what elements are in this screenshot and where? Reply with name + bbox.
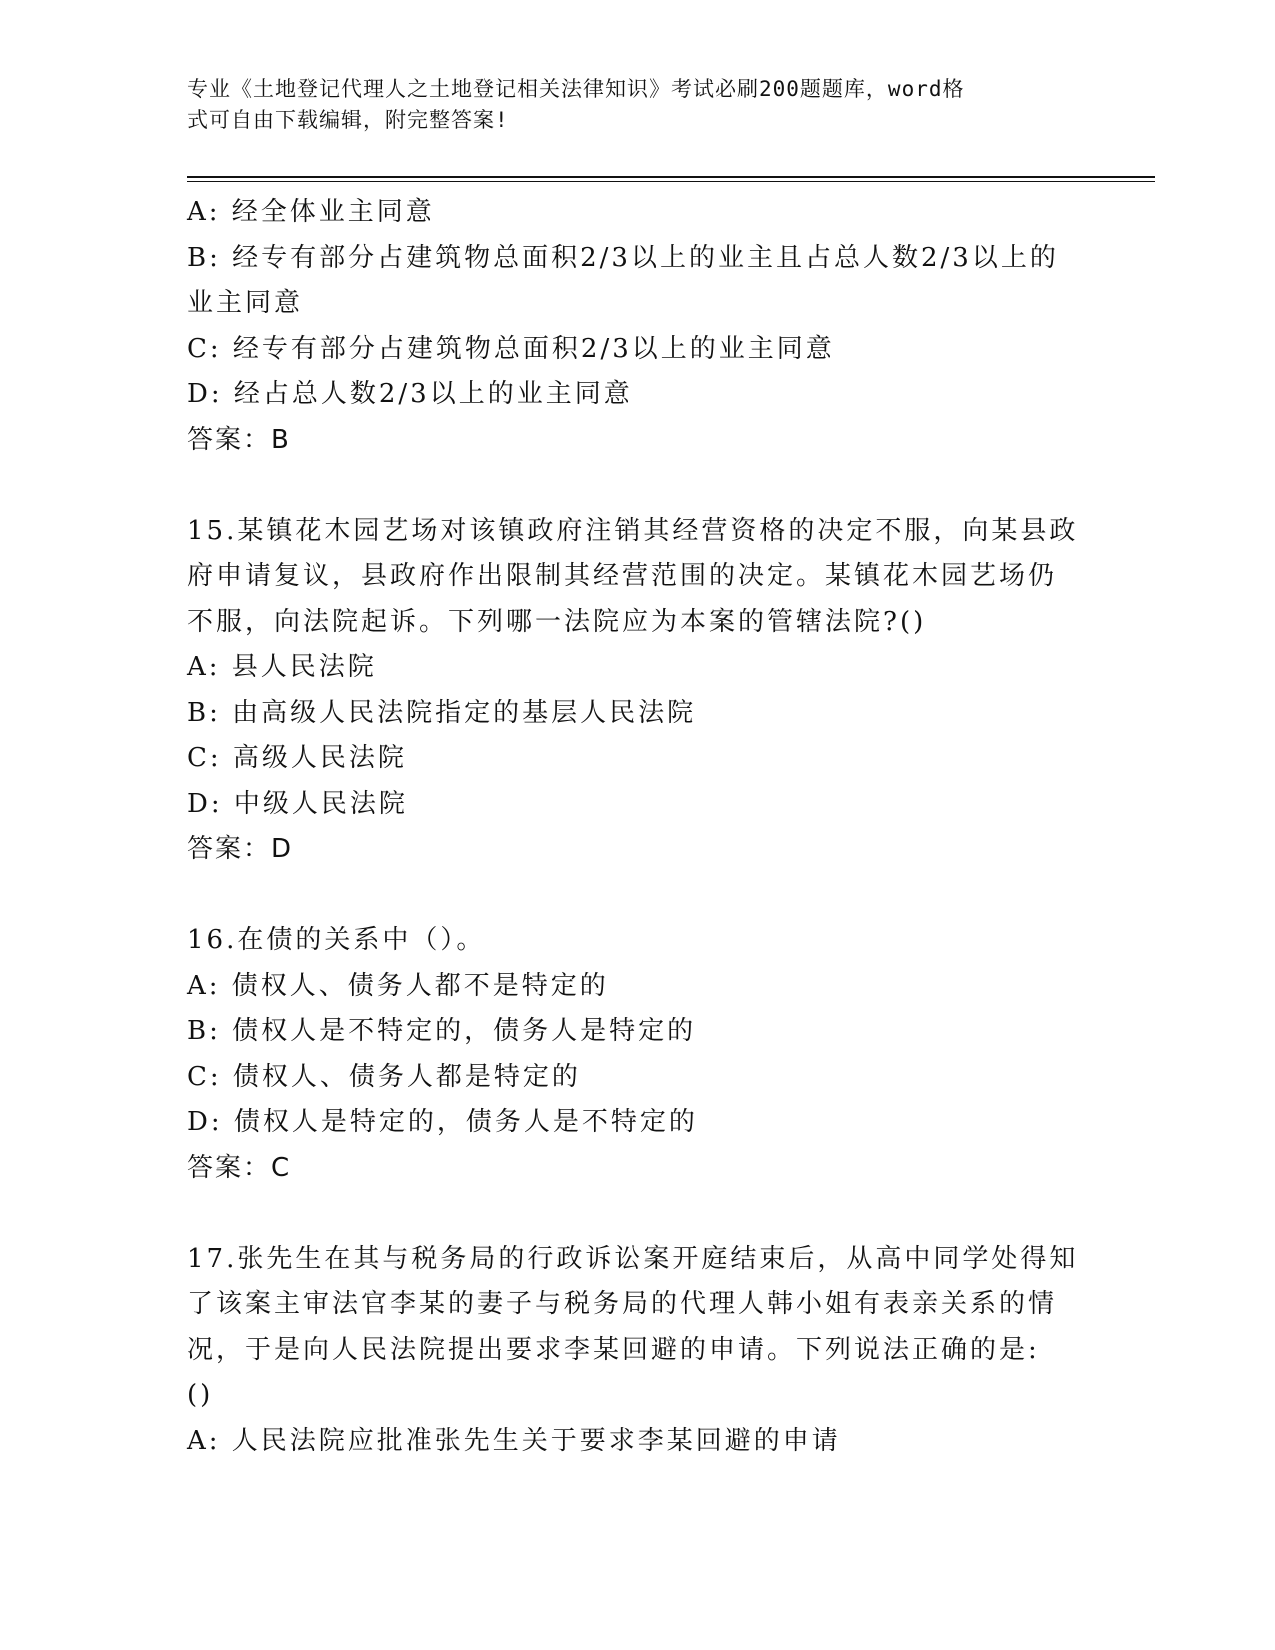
option-b: B: 债权人是不特定的，债务人是特定的: [187, 1016, 697, 1046]
question-stem-line: 17.张先生在其与税务局的行政诉讼案开庭结束后，从高中同学处得知: [187, 1243, 1079, 1274]
option-c: C: 债权人、债务人都是特定的: [187, 1061, 581, 1092]
option-a: A: 债权人、债务人都不是特定的: [187, 970, 609, 1001]
option-d: D: 经占总人数2/3以上的业主同意: [187, 379, 633, 409]
header-line-1: 专业《土地登记代理人之土地登记相关法律知识》考试必刷200题题库，word格: [187, 77, 965, 101]
answer: 答案：D: [187, 834, 294, 864]
question-stem-line: 16.在债的关系中（）。: [187, 925, 486, 955]
header-divider-thick: [187, 176, 1155, 178]
answer: 答案：B: [187, 424, 291, 455]
option-a: A: 人民法院应批准张先生关于要求李某回避的申请: [187, 1425, 841, 1456]
question-list: [187, 190, 1087, 1464]
document-header: [187, 74, 1067, 136]
question-16: [187, 918, 1087, 1191]
header-divider-thin: [187, 181, 1155, 182]
option-c: C: 经专有部分占建筑物总面积2/3以上的业主同意: [187, 333, 835, 364]
question-stem-line: 了该案主审法官李某的妻子与税务局的代理人韩小姐有表亲关系的情: [187, 1289, 1058, 1319]
option-b-continued: 业主同意: [187, 288, 304, 318]
option-d: D: 中级人民法院: [187, 788, 408, 819]
question-stem-line: (): [187, 1380, 214, 1410]
question-stem-line: 不服，向法院起诉。下列哪一法院应为本案的管辖法院?(): [187, 606, 927, 637]
question-stem-line: 府申请复议，县政府作出限制其经营范围的决定。某镇花木园艺场仍: [187, 561, 1058, 591]
question-14: [187, 190, 1087, 463]
question-stem-line: 15.某镇花木园艺场对该镇政府注销其经营资格的决定不服，向某县政: [187, 515, 1079, 546]
option-c: C: 高级人民法院: [187, 743, 407, 773]
header-line-2: 式可自由下载编辑，附完整答案!: [187, 108, 509, 132]
question-stem-line: 况，于是向人民法院提出要求李某回避的申请。下列说法正确的是:: [187, 1334, 1040, 1365]
option-a: A: 县人民法院: [187, 652, 377, 682]
option-a: A: 经全体业主同意: [187, 197, 435, 227]
answer: 答案：C: [187, 1152, 292, 1183]
option-b: B: 经专有部分占建筑物总面积2/3以上的业主且占总人数2/3以上的: [187, 242, 1059, 273]
question-17: [187, 1237, 1087, 1465]
option-b: B: 由高级人民法院指定的基层人民法院: [187, 697, 697, 728]
question-15: [187, 509, 1087, 873]
option-d: D: 债权人是特定的，债务人是不特定的: [187, 1107, 698, 1137]
